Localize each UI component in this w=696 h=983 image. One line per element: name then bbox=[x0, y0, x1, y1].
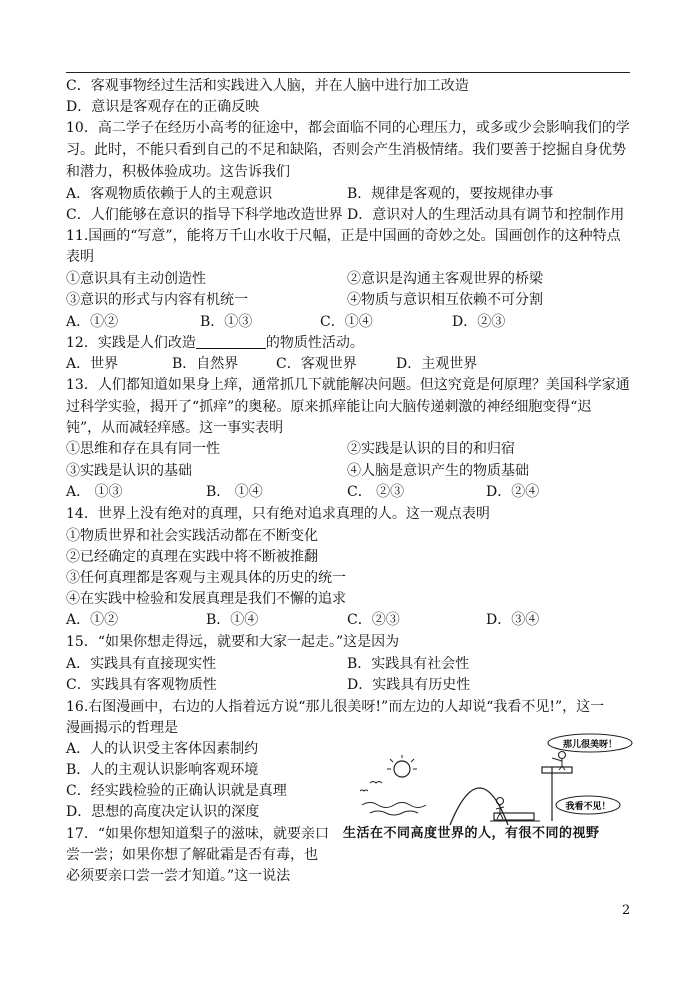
question-12-suffix: 的物质性活动。 bbox=[265, 335, 364, 351]
question-10-text: 习。此时，不能只看到自己的不足和缺陷，否则会产生消极情绪。我们要善于挖掘自身优势 bbox=[66, 142, 626, 158]
q11-option-c: C．①④ bbox=[320, 314, 373, 330]
question-12-text bbox=[66, 333, 364, 353]
speech-bubble-left-text: 我看不见！ bbox=[565, 802, 611, 812]
q11-statement-3: ③意识的形式与内容有机统一 bbox=[66, 292, 248, 308]
question-16-text: 16.右图漫画中，右边的人指着远方说“那儿很美呀!”而左边的人却说“我看不见!”，这一 bbox=[66, 699, 605, 715]
q11-statement-1: ①意识具有主动创造性 bbox=[66, 271, 206, 287]
question-13-text: 过科学实验，揭开了“抓痒”的奥秘。原来抓痒能让向大脑传递刺激的神经细胞变得“迟 bbox=[66, 399, 592, 415]
q14-option-d: D．③④ bbox=[486, 612, 540, 628]
q10-option-d: D．意识对人的生理活动具有调节和控制作用 bbox=[347, 207, 625, 223]
fill-in-blank bbox=[196, 334, 266, 349]
q16-option-c: C．经实践检验的正确认识就是真理 bbox=[66, 783, 287, 799]
speech-bubble-right-text: 那儿很美呀！ bbox=[562, 740, 618, 750]
q14-option-c: C．②③ bbox=[347, 612, 400, 628]
bird-icon bbox=[360, 790, 368, 791]
option-line: D．意识是客观存在的正确反映 bbox=[66, 99, 260, 115]
question-14-text: 14．世界上没有绝对的真理，只有绝对追求真理的人。这一观点表明 bbox=[66, 506, 490, 522]
q15-option-d: D．实践具有历史性 bbox=[347, 677, 471, 693]
option-line: C．客观事物经过生活和实践进入人脑，并在人脑中进行加工改造 bbox=[66, 78, 469, 94]
sun-rays-icon bbox=[387, 755, 417, 769]
cartoon-caption: 生活在不同高度世界的人，有很不同的视野 bbox=[343, 826, 600, 841]
question-10-text: 和潜力，积极体验成功。这告诉我们 bbox=[66, 164, 290, 180]
q13-statement-2: ②实践是认识的目的和归宿 bbox=[347, 441, 515, 457]
waves-icon bbox=[370, 811, 418, 815]
q13-option-c: C． ②③ bbox=[347, 484, 405, 500]
q12-option-d: D．主观世界 bbox=[396, 356, 478, 372]
waves-icon bbox=[362, 803, 426, 808]
header-rule bbox=[66, 72, 630, 73]
question-12-prefix: 12．实践是人们改造 bbox=[66, 335, 196, 351]
q10-option-a: A．客观物质依赖于人的主观意识 bbox=[66, 186, 273, 202]
q14-statement-1: ①物质世界和社会实践活动都在不断变化 bbox=[66, 528, 318, 544]
question-11-text: 表明 bbox=[66, 249, 94, 265]
q13-statement-3: ③实践是认识的基础 bbox=[66, 463, 192, 479]
q13-option-b: B． ①④ bbox=[206, 484, 263, 500]
page-number: 2 bbox=[622, 903, 631, 918]
person-right-icon bbox=[559, 752, 566, 759]
q11-option-d: D．②③ bbox=[452, 314, 506, 330]
q14-statement-4: ④在实践中检验和发展真理是我们不懈的追求 bbox=[66, 591, 346, 607]
q15-option-c: C．实践具有客观物质性 bbox=[66, 677, 217, 693]
q14-statement-3: ③任何真理都是客观与主观具体的历史的统一 bbox=[66, 570, 346, 586]
question-17-text: 尝一尝；如果你想了解砒霜是否有毒，也 bbox=[66, 847, 318, 863]
q14-statement-2: ②已经确定的真理在实践中将不断被推翻 bbox=[66, 549, 318, 565]
q12-option-c: C．客观世界 bbox=[276, 356, 357, 372]
q16-option-d: D．思想的高度决定认识的深度 bbox=[66, 804, 260, 820]
q11-option-a: A．①② bbox=[66, 314, 119, 330]
q14-option-a: A．①② bbox=[66, 612, 119, 628]
q13-option-a: A． ①③ bbox=[66, 484, 123, 500]
q11-statement-2: ②意识是沟通主客观世界的桥梁 bbox=[347, 271, 543, 287]
question-10-text: 10．高二学子在经历小高考的征途中，都会面临不同的心理压力，或多或少会影响我们的学 bbox=[66, 120, 630, 136]
question-17-text: 必须要亲口尝一尝才知道。”这一说法 bbox=[66, 868, 291, 884]
question-16-text: 漫画揭示的哲理是 bbox=[66, 720, 178, 736]
q15-option-b: B．实践具有社会性 bbox=[347, 656, 470, 672]
q10-option-b: B．规律是客观的，要按规律办事 bbox=[347, 186, 554, 202]
q12-option-b: B．自然界 bbox=[172, 356, 239, 372]
person-left-icon bbox=[497, 798, 504, 805]
person-right-body bbox=[552, 758, 565, 770]
high-platform bbox=[542, 767, 572, 773]
question-11-text: 11.国画的“写意”，能将万千山水收于尺幅，正是中国画的奇妙之处。国画创作的这种特点 bbox=[66, 228, 621, 244]
q10-option-c: C．人们能够在意识的指导下科学地改造世界 bbox=[66, 207, 343, 223]
sun-icon bbox=[394, 761, 410, 777]
q11-statement-4: ④物质与意识相互依赖不可分割 bbox=[347, 292, 543, 308]
q13-statement-1: ①思维和存在具有同一性 bbox=[66, 441, 220, 457]
question-17-text: 17．“如果你想知道梨子的滋味，就要亲口 bbox=[66, 826, 329, 842]
question-13-text: 钝”，从而减轻痒感。这一事实表明 bbox=[66, 420, 284, 436]
q12-option-a: A．世界 bbox=[66, 356, 119, 372]
bird-icon bbox=[370, 782, 382, 784]
q14-option-b: B．①④ bbox=[206, 612, 259, 628]
question-13-text: 13．人们都知道如果身上痒，通常抓几下就能解决问题。但这究竟是何原理？美国科学家通 bbox=[66, 377, 630, 393]
q11-option-b: B．①③ bbox=[200, 314, 253, 330]
q16-option-b: B．人的主观认识影响客观环境 bbox=[66, 762, 259, 778]
q16-option-a: A．人的认识受主客体因素制约 bbox=[66, 741, 259, 757]
question-15-text: 15．“如果你想走得远，就要和大家一起走。”这是因为 bbox=[66, 634, 400, 650]
q13-option-d: D．②④ bbox=[486, 484, 540, 500]
q13-statement-4: ④人脑是意识产生的物质基础 bbox=[347, 463, 529, 479]
q15-option-a: A．实践具有直接现实性 bbox=[66, 656, 217, 672]
